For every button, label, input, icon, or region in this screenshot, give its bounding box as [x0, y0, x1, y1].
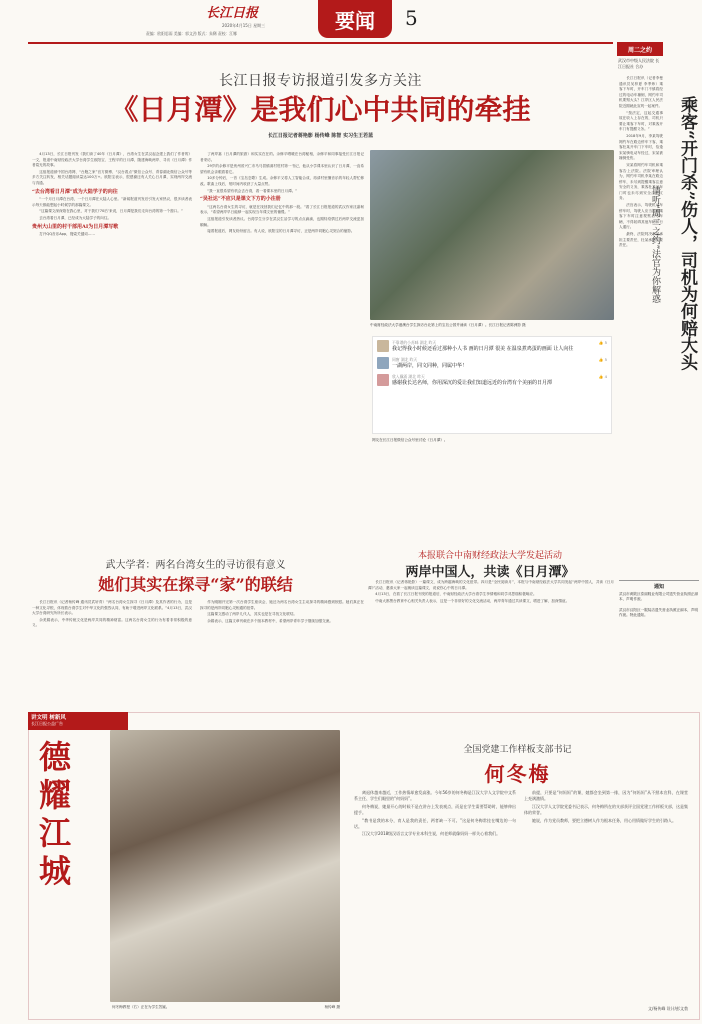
paragraph: 余娟表示，这篇文章刊载在多个版本教材中，希望两岸青年学子继续加强交流。 — [207, 618, 333, 623]
paragraph: 她说，作为党员教师，要把立德树人作为根本任务，用心用情做好学生的引路人。 — [532, 817, 676, 823]
main-headline: 《日月潭》是我们心中共同的牵挂 — [110, 93, 531, 126]
paragraph: 去台湾看日月潭，已经成为大陆学子的向往。 — [39, 215, 112, 220]
second-headline: 两岸中国人，共读《日月潭》 — [405, 565, 575, 580]
bottom-name: 何冬梅 — [484, 762, 551, 786]
paragraph: 离退休越来越近，工作热情却愈发高涨。今年56岁的何冬梅是江汉大学人文学院中文系系主任、学生们眼里的“何妈妈”。 — [354, 790, 516, 802]
masthead-editors: 责编：欧阳思雨 美编：郭文劲 版式：朱稀 责校：江娜 — [146, 31, 237, 36]
notice-text: 武汉市汉阳区一服装店遗失营业执照正副本，声明作废。特此通知。 — [619, 608, 699, 617]
paragraph: 前提，只要是“何妈妈”的课，她都会坐到第一排，因为“何妈妈”从不照本宣科，在课堂上充满激情。 — [524, 790, 688, 802]
paragraph: 法官表示，驾驶机动车停车时，驾驶人应当提醒乘客下车时注意观察后方车辆，不得妨碍其他车辆和行人通行。 — [619, 203, 663, 230]
paragraph: 长江日报讯（记者蒋艳影）一篇课文，成为跨越海峡的文化纽带。四月是“全民阅读月”，本报与中南财经政法大学共同发起“两岸中国人，共读《日月潭》”活动，邀请大家一起朗读这篇课文，说说你心中的日月潭。 — [368, 580, 614, 590]
main-column-2 — [200, 152, 364, 572]
sidebar-headline: 乘客“开门杀”伤人，司机为何赔大头 — [677, 96, 697, 371]
comment-item — [377, 340, 607, 353]
paragraph: 何冬梅说，她最开心的时候不是在讲台上发表观点，而是在学生需要帮助时，能够伸出援手。 — [354, 803, 516, 816]
paragraph: 作为刚刚开完第一次台湾学生座谈会，她还为两名台湾女生主动探寻的精神感到欣慰。她们真正在探寻的是两岸同胞心灵相通的纽带。 — [200, 600, 364, 610]
paragraph: 4月13日，长江日报刊发《我们读了40年《日月潭》，台湾女生在武汉起念建上我们了作者的》一文，报道中南财经政法大学台湾学生欧阳宝、王程平的日月潭，随建海峡两岸、寻访《日月潭》作者葛光的故事。 — [32, 152, 192, 168]
comments-panel — [372, 336, 612, 434]
comment-text: 一湖两岸，同文同种，同属中华！ — [392, 363, 468, 369]
paragraph: 2018年9月，李某驾驶网约车在路边停车下客，乘客杜某开车门下车时，恰逢宋某骑电动车经过，宋某被撞倒受伤。 — [619, 133, 663, 161]
comment-item — [377, 357, 607, 370]
sidebar-tag — [617, 42, 663, 56]
comments-caption: 网友在长江日报微信公众号里讨论《日月潭》。 — [372, 438, 448, 442]
notice-box — [619, 580, 699, 688]
third-kicker: 武大学者：两名台湾女生的寻访很有意义 — [105, 560, 286, 571]
thumbs-up-icon[interactable]: 👍 — [598, 340, 604, 345]
comment-text: 感谢我长达名师，你用深沉的爱让我们知道远近的台湾有个美丽的日月潭 — [392, 380, 553, 386]
subheading: 贵州大山里的村干部用AI为日月潭写歌 — [32, 223, 119, 230]
paragraph: 江汉大学2018级汉语言文学专业本科生说，何老师就像妈妈一样关心着我们。 — [362, 831, 501, 837]
paragraph: 江汉大学人文学院党委书记表示，何冬梅所在的支部获评全国党建工作样板支部，这是集体的荣誉。 — [524, 803, 688, 816]
bottom-footer: 文/杨传峰 设计/彭文勃 — [648, 1006, 688, 1011]
paragraph: 这篇课文感动了两岸几代人，其实也是在寻找文化联结。 — [207, 612, 298, 617]
vertical-title: 德耀江城 — [34, 740, 72, 892]
comment-meta: 湖北 昨天 — [400, 357, 418, 362]
bottom-photo-caption: 何冬梅教授（右）正在为学生答疑。 — [112, 1005, 170, 1009]
comment-user: 同窗 — [392, 357, 400, 362]
second-kicker: 本报联合中南财经政法大学发起活动 — [417, 551, 562, 561]
main-photo — [370, 150, 614, 320]
paragraph: 接着报道后，网友纷纷留言。有人说，欧阳宝的日月潭寻访，正是两岸同胞心灵契合的缩影。 — [207, 229, 355, 234]
paragraph: “教书是我的本分，育人是我的责任，两者缺一不可。”这是何冬梅常挂在嘴边的一句话。 — [354, 817, 516, 830]
civilization-banner — [28, 712, 128, 730]
bottom-photo — [110, 730, 340, 1002]
paragraph: 打开QQ音乐App，搜索关键词…… — [39, 232, 95, 237]
masthead-date: 2020年4月15日 星期三 — [222, 23, 266, 28]
comment-text: 我记得我小时候还看过那种小人书 画的日月潭 很美 在温泉煮鸡蛋的画面 让人向往 — [392, 346, 574, 352]
avatar — [377, 357, 389, 369]
second-body — [368, 580, 614, 705]
bottom-kicker: 全国党建工作样板支部书记 — [463, 745, 572, 755]
sidebar-subheadline-visible: 请听“周二之约”法官为你解惑 — [650, 186, 660, 304]
header-rule — [28, 42, 613, 44]
paragraph: 了两岸嘉（日月潭的旅游）和实实在在的。余修平晒暖在台湾秘相，余修平和同事接受长江日报记者采访。 — [200, 152, 364, 162]
sidebar-tag-label: 周二之约 — [627, 46, 652, 54]
comment-likes: 5 — [604, 340, 607, 345]
banner-subtitle: 长江日报公益广告 — [31, 721, 63, 726]
third-headline: 她们其实在探寻“家”的联结 — [98, 575, 293, 594]
paragraph: 余美娟表示，中华传统文化是两岸共同的精神财富。这两名台湾女生的行为有着非常积极的意义。 — [32, 617, 192, 628]
main-byline: 长江日报记者蒋艳影 杨传峰 陈智 实习生王若蓝 — [267, 133, 374, 139]
paragraph: “按法定，这起交通事故在收入上存在的，司机只要让乘客下车时，对乘客开车门有提醒义务。” — [619, 110, 663, 132]
paragraph: 最终，法院判决李某承担主要责任，杜某承担次要责任。 — [619, 232, 663, 248]
sidebar-org: 武汉市中级人民法院 长江日报社 合办 — [618, 58, 660, 69]
main-photo-caption: 中南财经政法大学港澳台学生探访台北第上的宝岛公园并诵读《日月潭》。长江日报记者陈洲影 摄 — [370, 323, 526, 327]
comment-likes: 5 — [604, 357, 607, 362]
paragraph: 中南大都黑台教育中心相关负责人表示，这是一个非常好的文化交流活动，两岸青年通过共读课文，增进了解，加深情谊。 — [375, 598, 570, 603]
paragraph: “这两名台湾女生的寻访，就是在找回我们记忆中的那一段。”看了长江日报报道的武汉作家沈嘉柯表示，“希望两岸早日能够一起实现当年课文里的憧憬。” — [200, 204, 364, 215]
paragraph: 这组报道被中国台湾网、“台胞之家”官方微博、“汉台看点”微信公众号、青春湖北微信公众号等多方关注转发，相关话题阅读量达100万+。欧阳宝表示，很感谢还有人关心日月潭，实现两岸交流与沟通。 — [32, 169, 192, 185]
comment-likes: 4 — [604, 374, 607, 379]
notice-text: 武汉市黄陂区泰丽鞋业有限公司遗失营业执照正副本，声明作废。 — [619, 592, 699, 601]
paragraph: “一个月日月潭在台湾，一个日月潭在大陆人心里。”新闻报道刊发后引发大家热议，很多读者表示每天都能想起小时候学的那篇课文。 — [32, 197, 192, 207]
comment-user: 不靠谱的小苏咪 — [392, 340, 419, 345]
thumbs-up-icon[interactable]: 👍 — [598, 357, 604, 362]
newspaper-logo: 长江日报 — [206, 6, 259, 21]
comment-meta: 湖北 昨天 — [419, 340, 437, 345]
avatar — [377, 340, 389, 352]
subheading: “去台湾看日月潭”成为大陆学子的向往 — [32, 188, 118, 195]
section-title: 要闻 — [335, 8, 375, 33]
paragraph: 长江日报讯（记者李曼 通讯员吴梓夏 李季炜）乘客下车时，开车门不慎将经过的电动车撞倒，网约车司机要赔大头？江岸区人民法院近期就此宣判一起案件。 — [619, 76, 663, 108]
paragraph: 29岁的余修平是贵州省兴仁市马马冒镇洞村驻村第一书记，他从小学课本里认识了日月潭，一直希望有机会亲眼看看它。 — [200, 164, 364, 174]
comment-user: 欣入骥涌 — [392, 374, 408, 379]
bottom-column-2 — [524, 790, 688, 990]
bottom-column-1 — [354, 790, 516, 1000]
main-column-1 — [32, 152, 192, 572]
paragraph: 10多分钟后，一首《宝岛恋歌》生成。余修平又将人工智能合成，再请村里懂音乐的年轻人帮忙修改。歌曲上线后，短时间内收获了大量点赞。 — [200, 176, 364, 186]
masthead — [0, 0, 702, 40]
third-column-2 — [200, 600, 364, 700]
comment-meta: 湖北 昨天 — [408, 374, 425, 379]
notice-title: 通知 — [653, 584, 664, 590]
main-kicker: 长江日报专访报道引发多方关注 — [219, 73, 422, 89]
page-number: 5 — [405, 6, 418, 30]
paragraph: 长江日报讯（记者杨传峰 通讯员武轩青）“两名台湾女生探寻《日月潭》及其作者的行为，这是一种文化寻根，体现着台湾学生对中华文化的强烈认同，有助于增进两岸文化联系。”4月13日，武汉大学台湾研究所所长表示。 — [32, 600, 192, 616]
thumbs-up-icon[interactable]: 👍 — [598, 374, 604, 379]
subheading: “吴社达”不应只是课文下方的小注册 — [200, 196, 281, 203]
paragraph: 4月13日，在看了长江日报刊发的报道后，中南财经政法大学台湾学生李倩雅和同学邓思瑞积极响应。 — [375, 592, 537, 597]
section-badge — [318, 0, 392, 38]
paragraph: 宋某将网约车司机和乘客告上法院。法院审理认为，网约车司机李某在路边停车，未尽到提醒乘客注意安全的义务，乘客杜某开车门时也未尽到安全注意义务。 — [619, 162, 663, 201]
comment-item — [377, 374, 607, 387]
avatar — [377, 374, 389, 386]
paragraph: 这组报道引发读者热议。台湾学生分享在武汉生活学习的点点滴滴，也期待疫情过后两岸交流更加顺畅。 — [200, 216, 364, 227]
banner-title: 讲文明 树新风 — [31, 715, 66, 721]
bottom-photo-credit: 杨传峰 摄 — [324, 1005, 340, 1009]
paragraph: “我一直很希望有机会去台湾，看一看课本里的日月潭。” — [207, 188, 298, 193]
third-column-1 — [32, 600, 192, 700]
paragraph: “这篇课文深深烙在我心里，对于我们‘70后’来说，日月潭是我们走向台湾的第一个窗口。” — [39, 209, 183, 214]
